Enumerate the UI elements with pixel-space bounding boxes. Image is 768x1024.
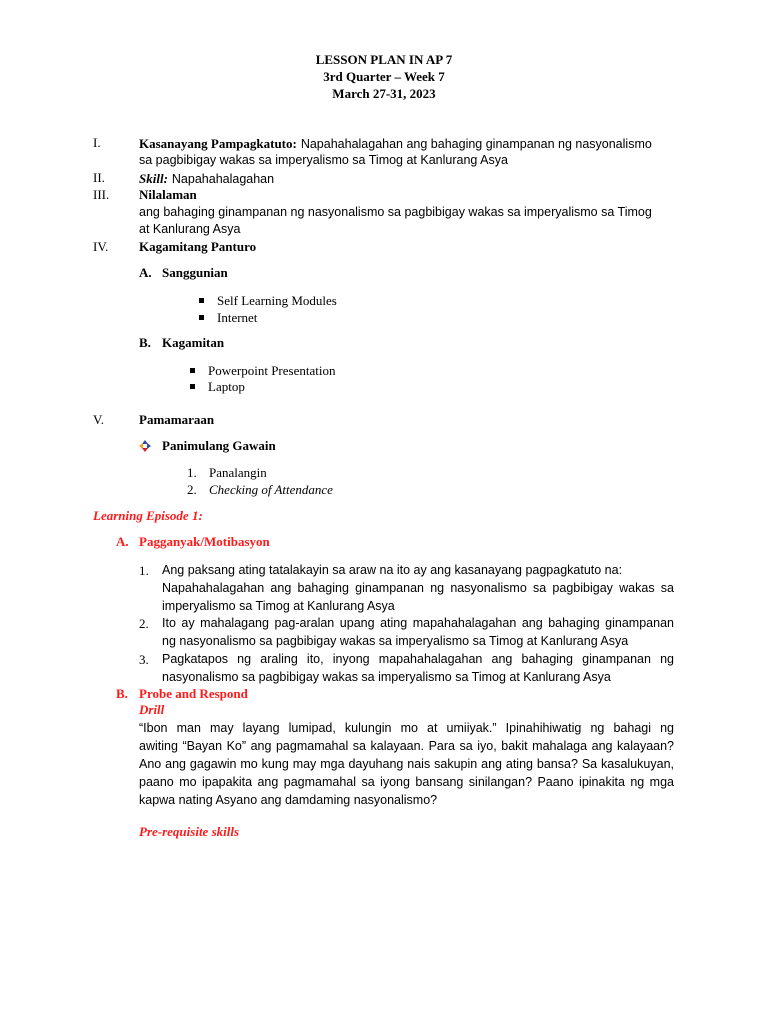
section-5-sub-label: Panimulang Gawain xyxy=(162,438,276,453)
section-4b-item-1: Powerpoint Presentation xyxy=(208,363,336,378)
drill-line-1: “Ibon man may layang lumipad, kulungin mo at umiiyak.” Ipinahihiwatig ng bahagi ng xyxy=(139,721,674,735)
square-bullet-icon xyxy=(190,368,195,373)
drill-line-4: paano mo ipapakita ang pagmamahal sa iyong bansang sinilangan? Paano ipinakita ng mga xyxy=(139,775,674,789)
section-1-label: Kasanayang Pampagkatuto: xyxy=(139,136,297,151)
title-line-3: March 27-31, 2023 xyxy=(332,86,436,101)
episode-b-letter: B. xyxy=(116,686,128,701)
episode-a-item-3-number: 3. xyxy=(139,652,149,667)
episode-a-item-2-line-1b: mapahahalagahan ang bahaging ginampanan xyxy=(412,616,674,630)
section-3-text-1: ang bahaging ginampanan ng nasyonalismo sa pagbibigay wakas sa imperyalismo sa Timog xyxy=(139,205,652,219)
section-2-number: II. xyxy=(93,170,105,185)
section-1-text-1: Napahahalagahan ang bahaging ginampanan ng nasyonalismo xyxy=(300,137,652,151)
drill-line-2: awiting “Bayan Ko” ang pagmamahal sa kalayaan. Para sa iyo, bakit mahalaga ang kalayaan? xyxy=(139,739,674,753)
section-3-label: Nilalaman xyxy=(139,187,197,202)
section-5-item-2-number: 2. xyxy=(187,482,197,497)
section-5-item-2-text: Checking of Attendance xyxy=(209,482,333,497)
episode-a-item-2-line-2: ng nasyonalismo sa pagbibigay wakas sa imperyalismo sa Timog at Kanlurang Asya xyxy=(162,634,629,648)
episode-a-item-2-line-1a: Ito ay mahalagang pag-aralan upang ating xyxy=(162,616,408,630)
section-4a-item-2: Internet xyxy=(217,310,258,325)
section-2-label: Skill: xyxy=(139,171,168,186)
episode-a-label: Pagganyak/Motibasyon xyxy=(139,534,270,549)
episode-a-item-1-number: 1. xyxy=(139,563,149,578)
drill-heading: Drill xyxy=(139,702,165,717)
episode-a-item-3-line-1b: mapahahalagahan ang bahaging ginampanan ng xyxy=(378,652,674,666)
section-4b-item-2: Laptop xyxy=(208,379,245,394)
square-bullet-icon xyxy=(199,315,204,320)
episode-a-item-1-line-3: imperyalismo sa Timog at Kanlurang Asya xyxy=(162,599,395,613)
section-5-label: Pamamaraan xyxy=(139,412,215,427)
drill-line-5: kapwa nating Asyano ang damdaming nasyonalismo? xyxy=(139,793,438,807)
section-1-number: I. xyxy=(93,135,101,150)
episode-a-letter: A. xyxy=(116,534,129,549)
section-5-item-1-number: 1. xyxy=(187,465,197,480)
section-4-label: Kagamitang Panturo xyxy=(139,239,257,254)
section-5-number: V. xyxy=(93,412,104,427)
episode-b-label: Probe and Respond xyxy=(139,686,248,701)
section-4a-letter: A. xyxy=(139,265,152,280)
section-5-item-1-text: Panalangin xyxy=(209,465,267,480)
four-arrow-bullet-icon xyxy=(139,440,151,452)
episode-a-item-3-line-1 xyxy=(162,650,674,668)
square-bullet-icon xyxy=(199,298,204,303)
episode-a-item-2-number: 2. xyxy=(139,616,149,631)
title-line-2: 3rd Quarter – Week 7 xyxy=(323,69,445,84)
drill-line-3: Ano ang gagawin mo kung may mga dayuhang nais sakupin ang ating bansa? Sa kasalukuyan, xyxy=(139,757,674,771)
episode-a-item-1-line-1: Ang paksang ating tatalakayin sa araw na ito ay ang kasanayang pagpagkatuto na: xyxy=(162,563,623,577)
section-4b-letter: B. xyxy=(139,335,151,350)
section-3-number: III. xyxy=(93,187,110,202)
episode-a-item-1-line-2: Napahahalagahan ang bahaging ginampanan ng nasyonalismo sa pagbibigay wakas sa xyxy=(162,581,674,595)
section-4a-label: Sanggunian xyxy=(162,265,228,280)
section-4a-item-1: Self Learning Modules xyxy=(217,293,337,308)
section-4b-label: Kagamitan xyxy=(162,335,225,350)
episode-a-item-3-line-2: nasyonalismo sa pagbibigay wakas sa imperyalismo sa Timog at Kanlurang Asya xyxy=(162,670,611,684)
title-line-1: LESSON PLAN IN AP 7 xyxy=(315,52,453,67)
episode-title: Learning Episode 1: xyxy=(93,508,203,523)
section-3-text-2: at Kanlurang Asya xyxy=(139,222,241,236)
episode-a-item-2-line-1 xyxy=(162,614,674,632)
section-2-line xyxy=(139,170,274,188)
section-4-number: IV. xyxy=(93,239,109,254)
episode-a-item-3-line-1a: Pagkatapos ng araling ito, inyong xyxy=(162,652,370,666)
square-bullet-icon xyxy=(190,384,195,389)
section-1-line-1 xyxy=(139,135,652,153)
prerequisite-skills-heading: Pre-requisite skills xyxy=(139,824,240,839)
section-1-text-2: sa pagbibigay wakas sa imperyalismo sa Timog at Kanlurang Asya xyxy=(139,153,508,167)
section-2-text: Napahahalagahan xyxy=(171,172,275,186)
